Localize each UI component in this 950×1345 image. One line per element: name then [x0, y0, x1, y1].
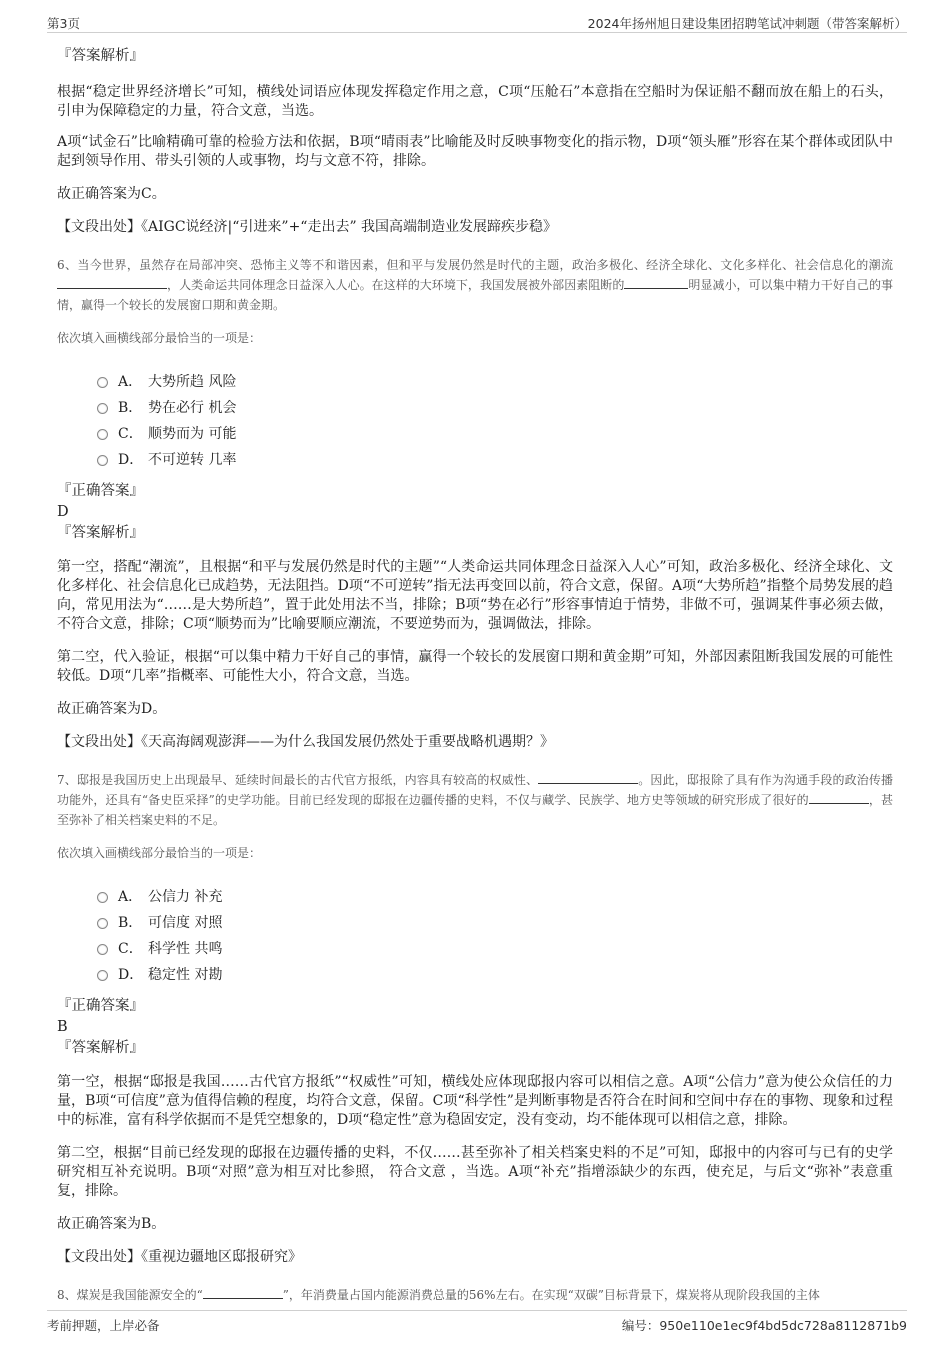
fill-blank — [538, 771, 638, 784]
question-prompt: 依次填入画横线部分最恰当的一项是： — [57, 846, 262, 860]
answer-conclusion: 故正确答案为C。 — [57, 186, 166, 202]
document-id: 编号：950e110e1ec9f4bd5dc728a8112871b9 — [621, 1318, 907, 1333]
fill-blank — [809, 791, 869, 804]
analysis-paragraph: A项“试金石”比喻精确可靠的检验方法和依据，B项“晴雨表”比喻能及时反映事物变化的指示物，D项“领头雁”形容在某个群体或团队中起到领导作用、带头引领的人或事物，均与文意不符，排除。 — [57, 134, 893, 169]
option-c[interactable]: C． 科学性 共鸣 — [97, 936, 893, 962]
question-5-tail — [57, 46, 893, 237]
answer-conclusion: 故正确答案为B。 — [57, 1216, 166, 1232]
radio-icon[interactable] — [97, 377, 108, 388]
analysis-label: 『答案解析』 — [57, 525, 144, 541]
option-list — [97, 369, 893, 473]
analysis-paragraph: 根据“稳定世界经济增长”可知，横线处词语应体现发挥稳定作用之意，C项“压舱石”本意指在空船时为保证船不翻而放在船上的石头，引申为保障稳定的力量，符合文意，当选。 — [57, 84, 893, 119]
correct-answer-label: 『正确答案』 — [57, 483, 144, 499]
source-citation: 【文段出处】《AIGC说经济|“引进来”+“走出去” 我国高端制造业发展蹄疾步稳》 — [57, 219, 558, 235]
analysis-paragraph: 第二空，根据“目前已经发现的邸报在边疆传播的史料，不仅……甚至弥补了相关档案史料的不足”可知，邸报中的内容可与已有的史学研究相互补充说明。B项“对照”意为相互对比参照， 符合文意 ，当选。A项“补充”指增添缺少的东西，使充足，与后文“弥补”表意重复，排除。 — [57, 1145, 893, 1199]
question-prompt: 依次填入画横线部分最恰当的一项是： — [57, 331, 262, 345]
option-list — [97, 884, 893, 988]
question-8 — [57, 1285, 893, 1305]
question-6 — [57, 255, 893, 752]
radio-icon[interactable] — [97, 403, 108, 414]
option-b[interactable]: B． 可信度 对照 — [97, 910, 893, 936]
question-stem: 8、煤炭是我国能源安全的“ ”，年消费量占国内能源消费总量的56%左右。在实现“双碳”目标背景下，煤炭将从现阶段我国的主体 — [57, 1288, 820, 1302]
analysis-label: 『答案解析』 — [57, 1040, 144, 1056]
page-header — [47, 10, 907, 33]
radio-icon[interactable] — [97, 970, 108, 981]
analysis-label: 『答案解析』 — [57, 48, 144, 64]
page-footer — [47, 1310, 907, 1335]
document-title: 2024年扬州旭日建设集团招聘笔试冲刺题（带答案解析） — [587, 16, 907, 31]
radio-icon[interactable] — [97, 892, 108, 903]
option-b[interactable]: B． 势在必行 机会 — [97, 395, 893, 421]
correct-answer: B — [57, 1019, 68, 1035]
option-d[interactable]: D． 不可逆转 几率 — [97, 447, 893, 473]
source-citation: 【文段出处】《重视边疆地区邸报研究》 — [57, 1249, 302, 1265]
option-c[interactable]: C． 顺势而为 可能 — [97, 421, 893, 447]
question-stem: 7、邸报是我国历史上出现最早、延续时间最长的古代官方报纸，内容具有较高的权威性、 。因此，邸报除了具有作为沟通手段的政治传播功能外，还具有“备史臣采择”的史学功能。目前已经发现的邸报在边疆传播的史料，不仅与藏学、民族学、地方史等领域的研究形成了很好的 ，甚至弥补了相关档案史料的不足。 — [57, 773, 893, 827]
option-a[interactable]: A． 公信力 补充 — [97, 884, 893, 910]
radio-icon[interactable] — [97, 918, 108, 929]
footer-slogan: 考前押题，上岸必备 — [47, 1318, 160, 1333]
fill-blank — [57, 276, 167, 289]
radio-icon[interactable] — [97, 429, 108, 440]
correct-answer-label: 『正确答案』 — [57, 998, 144, 1014]
radio-icon[interactable] — [97, 944, 108, 955]
analysis-paragraph: 第二空，代入验证，根据“可以集中精力干好自己的事情，赢得一个较长的发展窗口期和黄金期”可知，外部因素阻断我国发展的可能性较低。D项“几率”指概率、可能性大小，符合文意，当选。 — [57, 649, 893, 684]
document-body — [57, 46, 893, 1319]
fill-blank — [624, 276, 688, 289]
fill-blank — [203, 1286, 283, 1299]
correct-answer: D — [57, 504, 69, 520]
source-citation: 【文段出处】《天高海阔观澎湃——为什么我国发展仍然处于重要战略机遇期？》 — [57, 734, 554, 750]
page-number: 第3页 — [47, 16, 80, 31]
analysis-paragraph: 第一空，根据“邸报是我国……古代官方报纸”“权威性”可知，横线处应体现邸报内容可以相信之意。A项“公信力”意为使公众信任的力量，B项“可信度”意为值得信赖的程度，均符合文意，保留。C项“科学性”是判断事物是否符合在时间和空间中存在的事物、现象和过程中的标准，富有科学依据而不是凭空想象的，D项“稳定性”意为稳固安定，没有变动，均不能体现可以相信之意，排除。 — [57, 1074, 893, 1128]
question-7 — [57, 770, 893, 1267]
option-a[interactable]: A． 大势所趋 风险 — [97, 369, 893, 395]
question-stem: 6、当今世界，虽然存在局部冲突、恐怖主义等不和谐因素，但和平与发展仍然是时代的主题，政治多极化、经济全球化、文化多样化、社会信息化的潮流，人类命运共同体理念日益深入人心。在这样的大环境下，我国发展被外部因素阻断的 明显减小，可以集中精力干好自己的事情，赢得一个较长的发展窗口期和黄金期。 — [57, 258, 893, 312]
radio-icon[interactable] — [97, 455, 108, 466]
answer-conclusion: 故正确答案为D。 — [57, 701, 167, 717]
analysis-paragraph: 第一空，搭配“潮流”，且根据“和平与发展仍然是时代的主题”“人类命运共同体理念日益深入人心”可知，政治多极化、经济全球化、文化多样化、社会信息化已成趋势，无法阻挡。D项“不可逆转”指无法再变回以前，符合文意，保留。A项“大势所趋”指整个局势发展的趋向，常见用法为“……是大势所趋”，置于此处用法不当，排除；B项“势在必行”形容事情迫于情势，非做不可，强调某件事必须去做，不符合文意，排除；C项“顺势而为”比喻要顺应潮流，不要逆势而为，强调做法，排除。 — [57, 559, 893, 632]
option-d[interactable]: D． 稳定性 对勘 — [97, 962, 893, 988]
